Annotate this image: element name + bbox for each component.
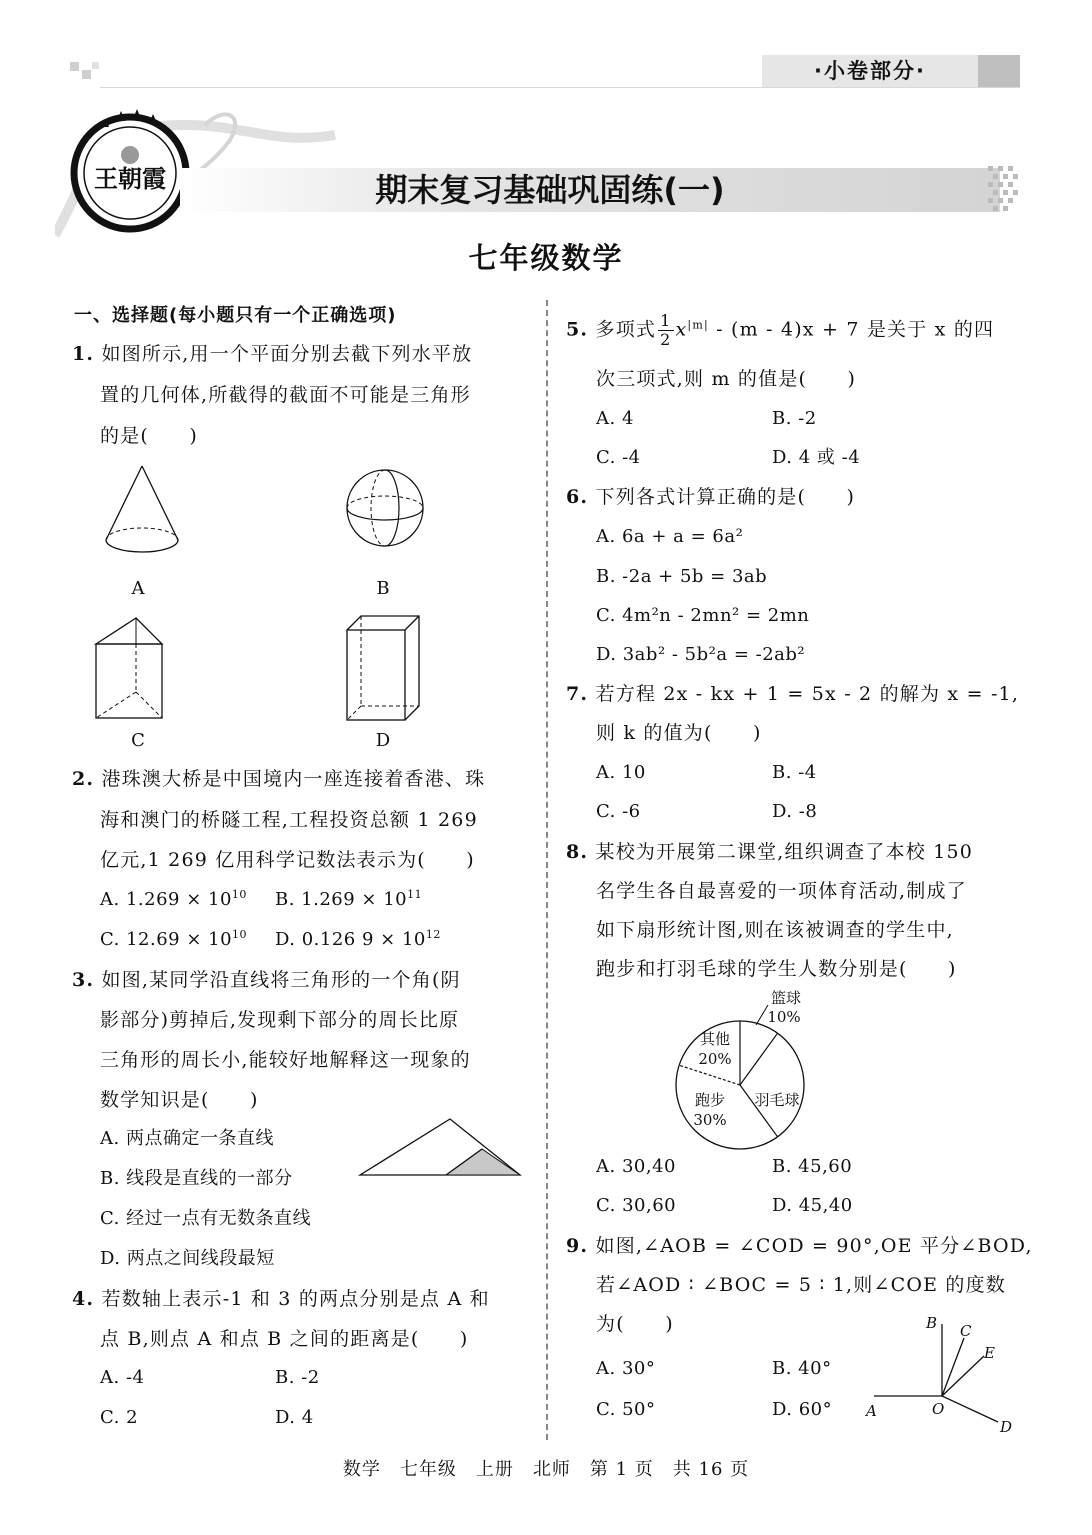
q1-line3: 的是( ) bbox=[100, 425, 199, 447]
q6-option-c: C. 4m²n - 2mn² = 2mn bbox=[596, 605, 810, 626]
q2-option-a: A. $1.269 \times 10^{10}$ bbox=[100, 888, 247, 910]
question-number: 7. bbox=[566, 683, 589, 705]
pie-value-running: 30% bbox=[693, 1111, 727, 1129]
logo-text: 王朝霞 bbox=[94, 164, 166, 193]
q3-line4: 数学知识是( ) bbox=[100, 1089, 259, 1111]
q3-option-c: C. 经过一点有无数条直线 bbox=[100, 1208, 312, 1229]
pie-line-running-start bbox=[679, 1065, 740, 1085]
q5-pre: 多项式 bbox=[595, 318, 657, 341]
q7-option-b: B. -4 bbox=[772, 762, 817, 783]
q6-line: 下列各式计算正确的是( ) bbox=[595, 486, 856, 508]
q9-option-b: B. 40° bbox=[772, 1358, 832, 1379]
q5-text: 5. 多项式 $\frac{1}{2}$ $x^{|m|} - (m - 4)x + 7$ 是关于 x 的四 bbox=[566, 311, 995, 349]
section-tab bbox=[762, 55, 1020, 87]
q5-line2: 次三项式,则 m 的值是( ) bbox=[596, 368, 857, 390]
q2-line3: 亿元,1 269 亿用科学记数法表示为( ) bbox=[100, 849, 475, 871]
q4-line2: 点 B,则点 A 和点 B 之间的距离是( ) bbox=[100, 1328, 469, 1350]
question-number: 6. bbox=[566, 486, 589, 508]
q8-line1: 某校为开展第二课堂,组织调查了本校 150 bbox=[595, 841, 974, 863]
point-label-a: A bbox=[866, 1402, 877, 1420]
q9-text bbox=[566, 1234, 1033, 1258]
question-number: 1. bbox=[72, 343, 95, 365]
cone-figure bbox=[98, 462, 188, 567]
corner-decoration bbox=[92, 62, 99, 69]
q9-option-a: A. 30° bbox=[596, 1358, 656, 1379]
pie-label-running: 跑步 bbox=[694, 1091, 726, 1109]
figure-label-c: C bbox=[131, 730, 145, 751]
pie-label-basketball: 篮球 bbox=[770, 989, 802, 1007]
section-heading: 一、选择题(每小题只有一个正确选项) bbox=[74, 305, 397, 326]
q6-option-b: B. -2a + 5b = 3ab bbox=[596, 566, 768, 587]
q5-post: - (m - 4)x + 7 是关于 x 的四 bbox=[708, 318, 995, 341]
question-number: 5. bbox=[566, 318, 589, 341]
q8-line4: 跑步和打羽毛球的学生人数分别是( ) bbox=[596, 958, 957, 980]
q4-option-a: A. -4 bbox=[100, 1367, 145, 1388]
q2-option-b: B. $1.269 \times 10^{11}$ bbox=[275, 888, 423, 910]
q4-text bbox=[72, 1287, 490, 1311]
question-number: 2. bbox=[72, 768, 95, 790]
figure-label-d: D bbox=[375, 730, 391, 751]
q5-option-a: A. 4 bbox=[596, 408, 634, 429]
q1-line1: 如图所示,用一个平面分别去截下列水平放 bbox=[101, 343, 473, 365]
q9-line1: 如图,∠AOB = ∠COD = 90°,OE 平分∠BOD, bbox=[595, 1235, 1033, 1257]
q8-option-c: C. 30,60 bbox=[596, 1195, 677, 1216]
angle-figure bbox=[860, 1310, 1030, 1435]
page-subtitle: 七年级数学 bbox=[468, 241, 624, 275]
corner-decoration bbox=[70, 62, 79, 71]
q3-line2: 影部分)剪掉后,发现剩下部分的周长比原 bbox=[100, 1009, 460, 1031]
q3-text bbox=[72, 968, 461, 992]
point-label-c: C bbox=[960, 1322, 972, 1340]
column-divider bbox=[546, 300, 548, 1440]
q8-text bbox=[566, 840, 973, 864]
q8-option-d: D. 45,40 bbox=[772, 1195, 853, 1216]
q7-line2: 则 k 的值为( ) bbox=[596, 722, 762, 744]
q8-option-a: A. 30,40 bbox=[596, 1156, 676, 1177]
q1-line2: 置的几何体,所截得的截面不可能是三角形 bbox=[100, 384, 471, 406]
q3-option-a: A. 两点确定一条直线 bbox=[100, 1128, 274, 1149]
q4-line1: 若数轴上表示-1 和 3 的两点分别是点 A 和 bbox=[101, 1288, 490, 1310]
q9-option-c: C. 50° bbox=[596, 1399, 656, 1420]
figure-label-a: A bbox=[131, 578, 145, 599]
pie-pointer-basketball bbox=[756, 1005, 768, 1025]
pie-chart bbox=[660, 985, 820, 1160]
pie-value-other: 20% bbox=[698, 1050, 732, 1068]
q5-option-d: D. 4 或 -4 bbox=[772, 447, 861, 468]
q3-line3: 三角形的周长小,能较好地解释这一现象的 bbox=[100, 1049, 471, 1071]
q6-text bbox=[566, 485, 855, 509]
question-number: 8. bbox=[566, 841, 589, 863]
q7-option-a: A. 10 bbox=[596, 762, 646, 783]
q2-option-c: C. $12.69 \times 10^{10}$ bbox=[100, 928, 248, 950]
q5-fraction: $\frac{1}{2}$ bbox=[660, 311, 672, 349]
figure-label-b: B bbox=[376, 578, 390, 599]
sphere-figure bbox=[343, 466, 427, 550]
q3-line1: 如图,某同学沿直线将三角形的一个角(阴 bbox=[101, 969, 461, 991]
q4-option-c: C. 2 bbox=[100, 1407, 139, 1428]
question-number: 9. bbox=[566, 1235, 589, 1257]
q2-text bbox=[72, 767, 485, 791]
q5-option-c: C. -4 bbox=[596, 447, 641, 468]
pie-label-other: 其他 bbox=[699, 1030, 731, 1048]
q6-option-a: A. 6a + a = 6a² bbox=[596, 526, 744, 547]
q9-line3: 为( ) bbox=[596, 1313, 674, 1335]
cut-triangle-figure bbox=[358, 1115, 524, 1179]
q1-text bbox=[72, 342, 472, 366]
q9-line2: 若∠AOD ∶ ∠BOC = 5 ∶ 1,则∠COE 的度数 bbox=[596, 1274, 1007, 1296]
question-number: 3. bbox=[72, 969, 95, 991]
q7-line1: 若方程 2x - kx + 1 = 5x - 2 的解为 x = -1, bbox=[595, 683, 1020, 705]
q9-option-d: D. 60° bbox=[772, 1399, 833, 1420]
q2-line1: 港珠澳大桥是中国境内一座连接着香港、珠 bbox=[101, 768, 486, 790]
point-label-o: O bbox=[932, 1400, 945, 1418]
pie-line-other-start bbox=[740, 1033, 778, 1085]
pie-value-basketball: 10% bbox=[767, 1008, 801, 1026]
corner-decoration bbox=[82, 70, 91, 79]
header-rule bbox=[100, 87, 1020, 88]
q5-option-b: B. -2 bbox=[772, 408, 817, 429]
q3-option-d: D. 两点之间线段最短 bbox=[100, 1248, 275, 1269]
section-tab-accent bbox=[978, 55, 1020, 87]
question-number: 4. bbox=[72, 1288, 95, 1310]
q7-option-d: D. -8 bbox=[772, 801, 818, 822]
q8-option-b: B. 45,60 bbox=[772, 1156, 853, 1177]
section-tab-label: ·小卷部分· bbox=[814, 59, 926, 83]
page-footer: 数学 七年级 上册 北师 第 1 页 共 16 页 bbox=[342, 1459, 750, 1480]
q4-option-d: D. 4 bbox=[275, 1407, 314, 1428]
cuboid-figure bbox=[343, 612, 423, 724]
point-label-b: B bbox=[926, 1314, 938, 1332]
q8-line2: 名学生各自最喜爱的一项体育活动,制成了 bbox=[596, 880, 967, 902]
q4-option-b: B. -2 bbox=[275, 1367, 320, 1388]
q6-option-d: D. 3ab² - 5b²a = -2ab² bbox=[596, 644, 806, 665]
page-title: 期末复习基础巩固练(一) bbox=[375, 171, 725, 209]
prism-figure bbox=[92, 614, 172, 724]
q3-option-b: B. 线段是直线的一部分 bbox=[100, 1168, 293, 1189]
q8-line3: 如下扇形统计图,则在该被调查的学生中, bbox=[596, 919, 954, 941]
pie-label-badminton: 羽毛球 bbox=[754, 1091, 800, 1109]
q2-option-d: D. 0.126 $9 \times 10^{12}$ bbox=[275, 928, 441, 950]
q2-line2: 海和澳门的桥隧工程,工程投资总额 1 269 bbox=[100, 809, 478, 831]
title-dot-pattern bbox=[988, 166, 1022, 212]
point-label-d: D bbox=[1000, 1418, 1013, 1435]
q7-option-c: C. -6 bbox=[596, 801, 641, 822]
point-label-e: E bbox=[984, 1344, 995, 1362]
q7-text bbox=[566, 682, 1019, 706]
